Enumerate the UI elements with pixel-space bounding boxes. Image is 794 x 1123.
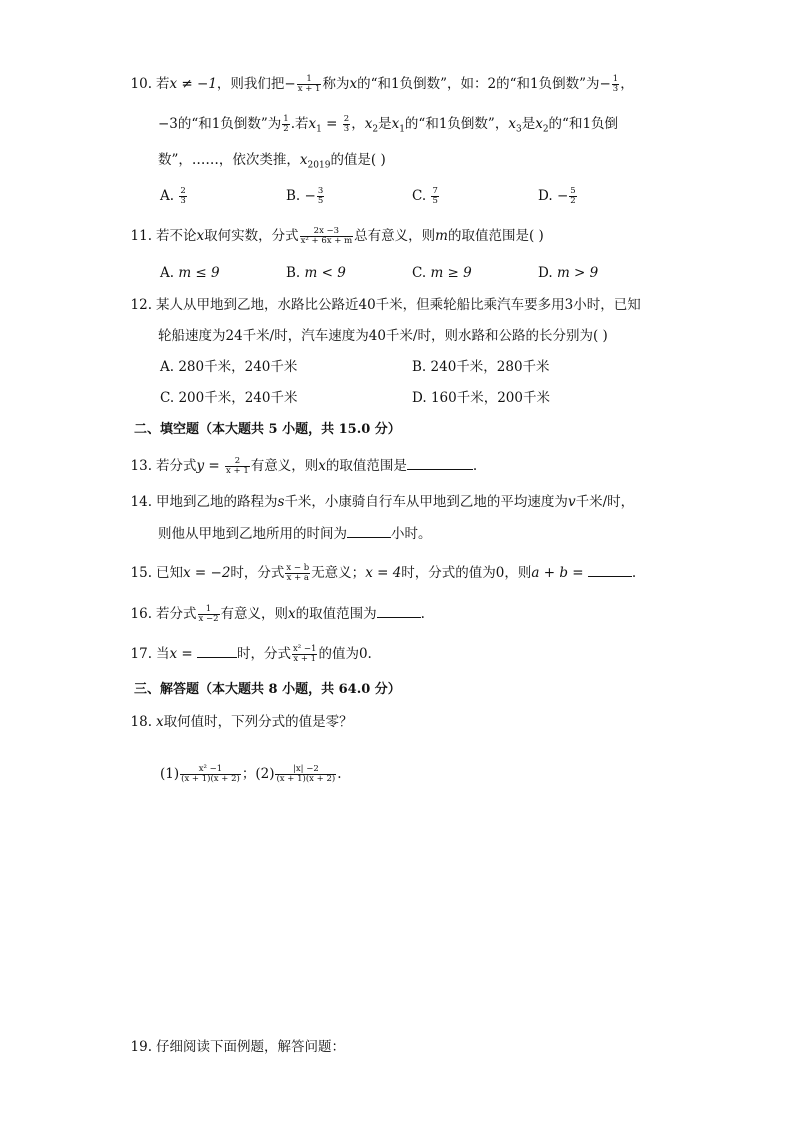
option-c: C. m ≥ 9 [412,265,472,281]
fraction: $\frac{1}{3}$ [612,74,619,94]
question-number: 17. [130,646,152,662]
question-number: 15. [130,565,152,581]
question-10-line-1: 10. 若x ≠ −1，则我们把− $\frac{1}{x + 1}$ 称为x的“和1负倒数”，如：2的“和1负倒数”为− $\frac{1}{3}$ ， [128,74,634,94]
question-14-line-1: 14. 甲地到乙地的路程为s千米，小康骑自行车从甲地到乙地的平均速度为v千米/时， [128,492,634,512]
option-a: A. m ≤ 9 [160,265,220,281]
option-b: B. m < 9 [286,265,346,281]
question-12-line-2: 轮船速度为24千米/时，汽车速度为40千米/时，则水路和公路的长分别为( ) [158,328,608,344]
question-19: 19. 仔细阅读下面例题，解答问题： [128,1037,345,1057]
option-a: A. $\frac{2}{3}$ [160,186,186,206]
answer-blank[interactable] [407,455,473,470]
question-17: 17. 当x = 时，分式 $\frac{\text{x² −1}}{x + 1}$ 的值为0. [128,643,372,664]
answer-blank[interactable] [588,562,632,577]
fraction: $\frac{2}{x + 1}$ [226,456,249,476]
question-16: 16. 若分式 $\frac{1}{x -2}$ 有意义，则x的取值范围为 . [128,603,425,624]
section-heading-fill-in: 二、填空题（本大题共 5 小题，共 15.0 分） [134,422,401,437]
question-18-parts: (1) $\frac{\text{x² −1}}{(x + 1)(x + 2)}$ ；(2) $\frac{|x| -2}{(x + 1)(x + 2)}$ . [160,764,342,784]
question-14-line-2: 则他从甲地到乙地所用的时间为 小时。 [158,523,432,544]
section-heading-answer: 三、解答题（本大题共 8 小题，共 64.0 分） [134,682,401,697]
question-number: 11. [130,228,152,244]
question-number: 13. [130,458,152,474]
question-12-line-1: 12. 某人从甲地到乙地，水路比公路近40千米，但乘轮船比乘汽车要多用3小时，已知 [128,295,641,315]
option-b: B. − $\frac{3}{5}$ [286,186,324,206]
fraction: $\frac{\text{x² −1}}{x + 1}$ [293,644,317,664]
answer-blank[interactable] [377,603,421,618]
option-a: A. 280千米，240千米 [160,359,298,375]
question-number: 16. [130,606,152,622]
question-number: 10. [130,76,152,92]
question-10-line-2: −3的“和1负倒数”为 $\frac{1}{2}$ .若$x_1$ = $\frac{2}{3}$ ，$x_2$是$x_1$的“和1负倒数”，$x_3$是$x_2$的“和1负倒 [158,114,619,135]
option-c: C. 200千米，240千米 [160,390,298,406]
fraction: $\frac{2}{3}$ [343,114,350,134]
option-d: D. 160千米，200千米 [412,390,550,406]
fraction: $\frac{1}{2}$ [283,114,289,134]
question-number: 12. [130,297,152,313]
question-number: 18. [130,714,152,730]
question-18: 18. x取何值时，下列分式的值是零？ [128,712,353,732]
fraction: $\frac{x - b}{x + a}$ [286,563,310,583]
option-b: B. 240千米，280千米 [412,359,550,375]
question-11: 11. 若不论x取何实数，分式 $\frac{2x -3}{\text{x² + 6x + m}}$ 总有意义，则m的取值范围是( ) [128,226,544,246]
option-d: D. − $\frac{5}{2}$ [538,186,576,206]
option-c: C. $\frac{7}{5}$ [412,186,438,206]
fraction: $\frac{1}{x -2}$ [198,604,219,624]
option-d: D. m > 9 [538,265,599,281]
fraction: $\frac{1}{x + 1}$ [297,74,321,94]
question-number: 14. [130,494,152,510]
question-13: 13. 若分式y = $\frac{2}{x + 1}$ 有意义，则x的取值范围是 . [128,455,477,476]
question-15: 15. 已知x = −2时，分式 $\frac{x - b}{x + a}$ 无意义；x = 4时，分式的值为0，则a + b = . [128,562,636,583]
fraction: $\frac{|x| -2}{(x + 1)(x + 2)}$ [276,764,336,784]
answer-blank[interactable] [347,523,391,538]
answer-blank[interactable] [197,643,237,658]
question-number: 19. [130,1039,152,1055]
question-10-line-3: 数”，……，依次类推，$x_{2019}$的值是( ) [158,152,386,171]
fraction: $\frac{\text{x² −1}}{(x + 1)(x + 2)}$ [181,764,240,784]
fraction: $\frac{2x -3}{\text{x² + 6x + m}}$ [300,226,353,246]
